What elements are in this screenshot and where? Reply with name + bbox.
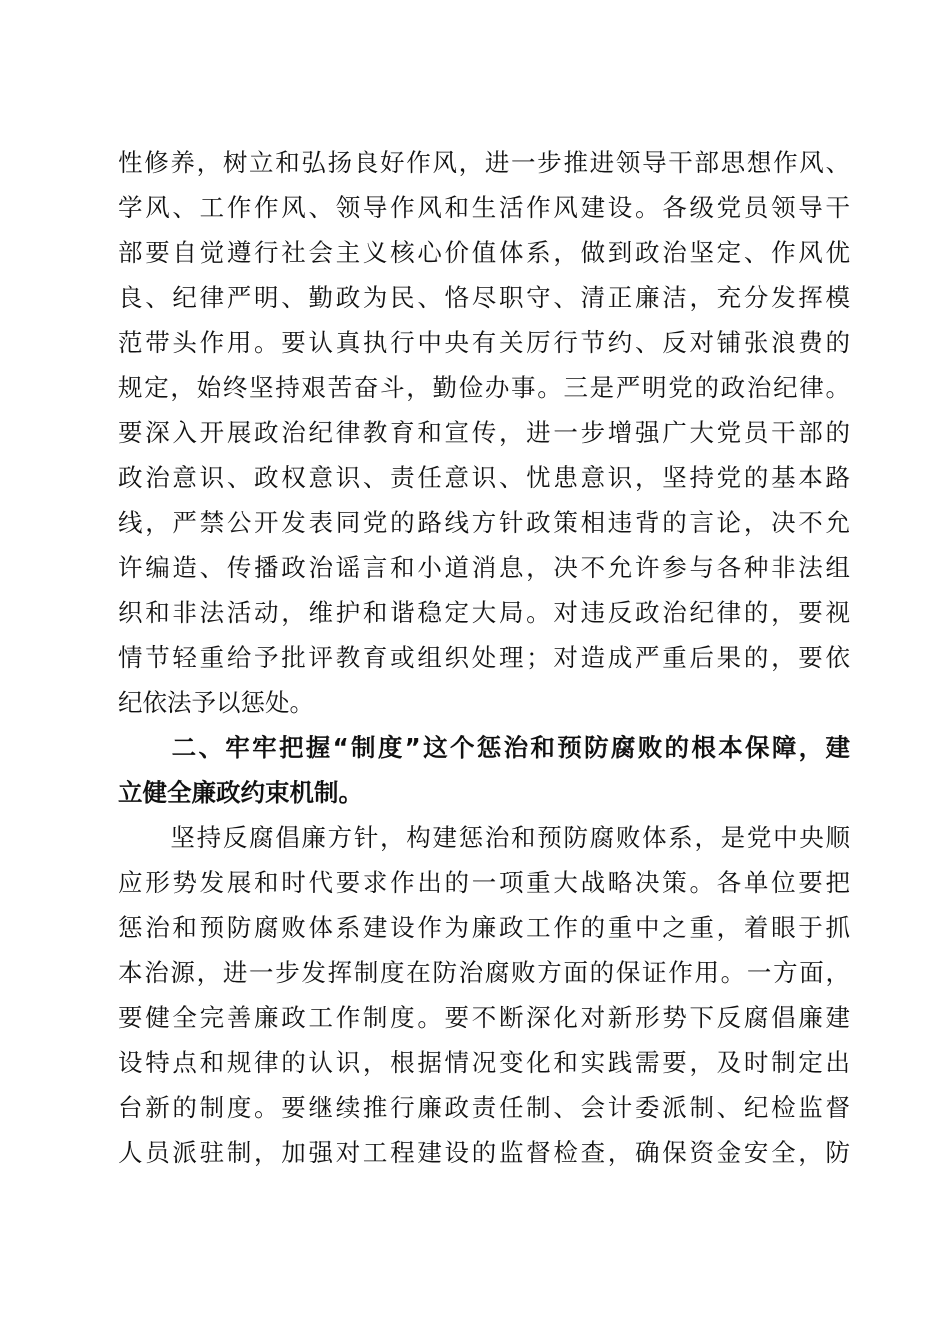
text-line: 应形势发展和时代要求作出的一项重大战略决策。各单位要把 xyxy=(118,868,850,897)
text-line: 政治意识、政权意识、责任意识、忧患意识，坚持党的基本路 xyxy=(118,463,850,492)
heading-line: 二、牢牢把握“制度”这个惩治和预防腐败的根本保障，建 xyxy=(118,733,850,762)
text-line: 坚持反腐倡廉方针，构建惩治和预防腐败体系，是党中央顺 xyxy=(118,823,850,852)
text-line: 线，严禁公开发表同党的路线方针政策相违背的言论，决不允 xyxy=(118,508,850,537)
text-line: 良、纪律严明、勤政为民、恪尽职守、清正廉洁，充分发挥模 xyxy=(118,283,850,312)
document-body xyxy=(118,140,850,1175)
text-line: 要深入开展政治纪律教育和宣传，进一步增强广大党员干部的 xyxy=(118,418,850,447)
text-line: 纪依法予以惩处。 xyxy=(118,688,314,717)
text-line: 人员派驻制，加强对工程建设的监督检查，确保资金安全，防 xyxy=(118,1138,850,1167)
text-line: 台新的制度。要继续推行廉政责任制、会计委派制、纪检监督 xyxy=(118,1093,850,1122)
text-line: 情节轻重给予批评教育或组织处理；对造成严重后果的，要依 xyxy=(118,643,850,672)
text-line: 性修养，树立和弘扬良好作风，进一步推进领导干部思想作风、 xyxy=(118,148,850,177)
paragraph-1 xyxy=(118,140,850,725)
text-line: 织和非法活动，维护和谐稳定大局。对违反政治纪律的，要视 xyxy=(118,598,850,627)
text-line: 部要自觉遵行社会主义核心价值体系，做到政治坚定、作风优 xyxy=(118,238,850,267)
text-line: 许编造、传播政治谣言和小道消息，决不允许参与各种非法组 xyxy=(118,553,850,582)
heading-line: 立健全廉政约束机制。 xyxy=(118,778,363,807)
text-line: 学风、工作作风、领导作风和生活作风建设。各级党员领导干 xyxy=(118,193,850,222)
text-line: 规定，始终坚持艰苦奋斗，勤俭办事。三是严明党的政治纪律。 xyxy=(118,373,850,402)
text-line: 惩治和预防腐败体系建设作为廉政工作的重中之重，着眼于抓 xyxy=(118,913,850,942)
text-line: 要健全完善廉政工作制度。要不断深化对新形势下反腐倡廉建 xyxy=(118,1003,850,1032)
text-line: 本治源，进一步发挥制度在防治腐败方面的保证作用。一方面， xyxy=(118,958,850,987)
text-line: 设特点和规律的认识，根据情况变化和实践需要，及时制定出 xyxy=(118,1048,850,1077)
section-heading-2 xyxy=(118,725,850,815)
paragraph-3 xyxy=(118,815,850,1175)
text-line: 范带头作用。要认真执行中央有关厉行节约、反对铺张浪费的 xyxy=(118,328,850,357)
